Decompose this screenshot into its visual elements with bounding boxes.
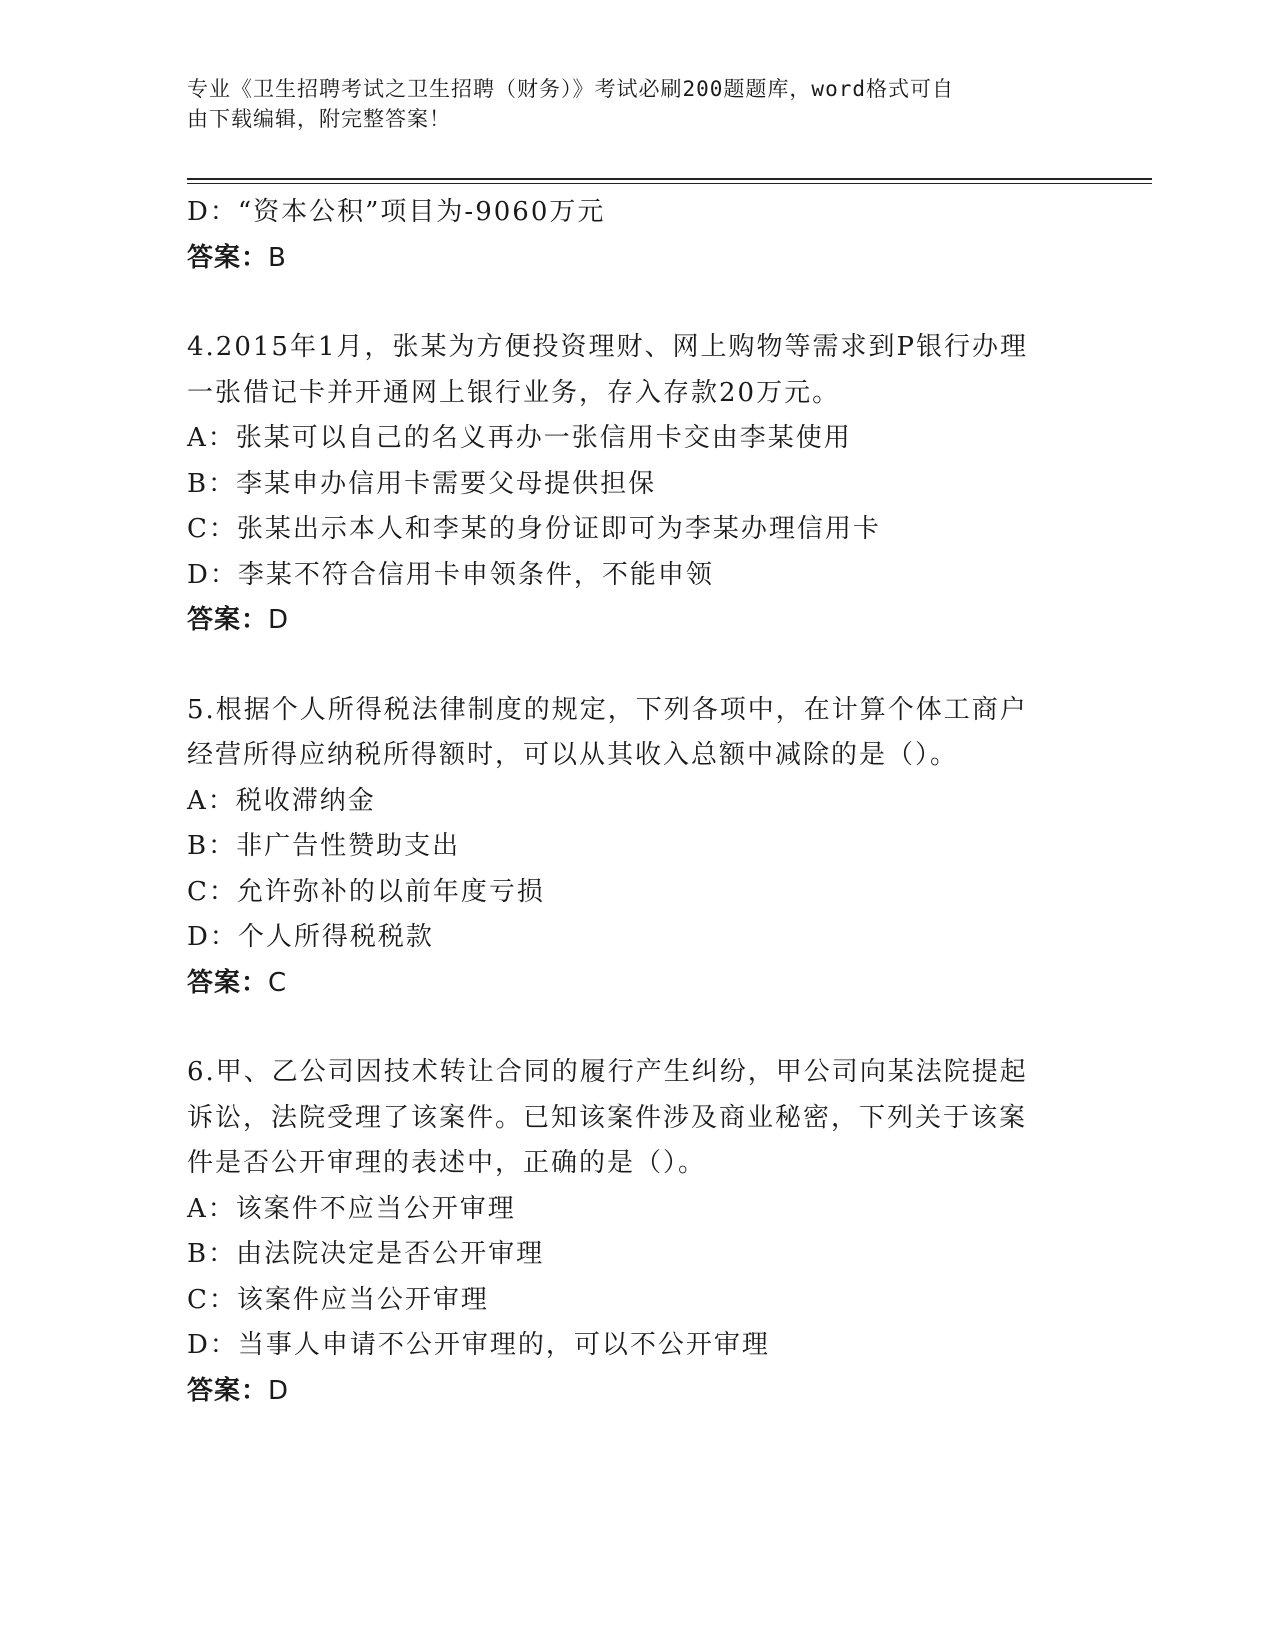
- answer: [187, 961, 1087, 1007]
- answer-label: 答案：: [187, 242, 269, 273]
- option-a: A：税收滞纳金: [187, 785, 376, 816]
- option-c: C：允许弥补的以前年度亏损: [187, 876, 545, 907]
- option-b: B：李某申办信用卡需要父母提供担保: [187, 468, 657, 499]
- option-b: B：由法院决定是否公开审理: [187, 1239, 545, 1269]
- answer-label: 答案：: [187, 967, 269, 998]
- option-d: D：李某不符合信用卡申领条件，不能申领: [187, 559, 714, 590]
- question-stem-line: 6.甲、乙公司因技术转让合同的履行产生纠纷，甲公司向某法院提起: [187, 1057, 1028, 1087]
- answer-value: D: [268, 605, 290, 635]
- spacer: [187, 644, 1087, 688]
- question-list: [187, 190, 1087, 1414]
- option-c: C：该案件应当公开审理: [187, 1284, 489, 1315]
- answer: [187, 598, 1087, 644]
- option-a: A：该案件不应当公开审理: [187, 1193, 516, 1224]
- question-stem-line: 诉讼，法院受理了该案件。已知该案件涉及商业秘密，下列关于该案: [187, 1102, 1028, 1133]
- question-stem-line: 件是否公开审理的表述中，正确的是（）。: [187, 1148, 707, 1178]
- answer-value: D: [268, 1375, 290, 1406]
- spacer: [187, 281, 1087, 325]
- answer-value: C: [268, 967, 288, 998]
- header-rule-thin: [187, 183, 1152, 184]
- header-line-2: 由下载编辑，附完整答案！: [187, 107, 451, 131]
- spacer: [187, 1006, 1087, 1050]
- question-stem-line: 经营所得应纳税所得额时，可以从其收入总额中减除的是（）。: [187, 740, 959, 770]
- header-rule-thick: [187, 178, 1152, 180]
- question-stem-line: 一张借记卡并开通网上银行业务，存入存款20万元。: [187, 377, 841, 408]
- option-b: B：非广告性赞助支出: [187, 831, 461, 861]
- prev-option-d: D：“资本公积”项目为-9060万元: [187, 197, 606, 227]
- header-line-1: 专业《卫生招聘考试之卫生招聘（财务）》考试必刷200题题库，word格式可自: [187, 77, 954, 101]
- document-header: [187, 74, 1067, 134]
- option-c: C：张某出示本人和李某的身份证即可为李某办理信用卡: [187, 514, 881, 544]
- question-5: [187, 688, 1087, 1007]
- answer-label: 答案：: [187, 605, 269, 635]
- question-4: [187, 325, 1087, 644]
- option-d: D：个人所得税税款: [187, 922, 434, 952]
- prev-answer: [187, 236, 1087, 282]
- question-stem-line: 4.2015年1月，张某为方便投资理财、网上购物等需求到P银行办理: [187, 332, 1029, 362]
- option-a: A：张某可以自己的名义再办一张信用卡交由李某使用: [187, 423, 852, 453]
- answer-label: 答案：: [187, 1375, 269, 1406]
- question-stem-line: 5.根据个人所得税法律制度的规定，下列各项中，在计算个体工商户: [187, 694, 1028, 725]
- option-d: D：当事人申请不公开审理的，可以不公开审理: [187, 1330, 770, 1360]
- answer: [187, 1369, 1087, 1415]
- question-6: [187, 1050, 1087, 1414]
- answer-value: B: [268, 242, 287, 273]
